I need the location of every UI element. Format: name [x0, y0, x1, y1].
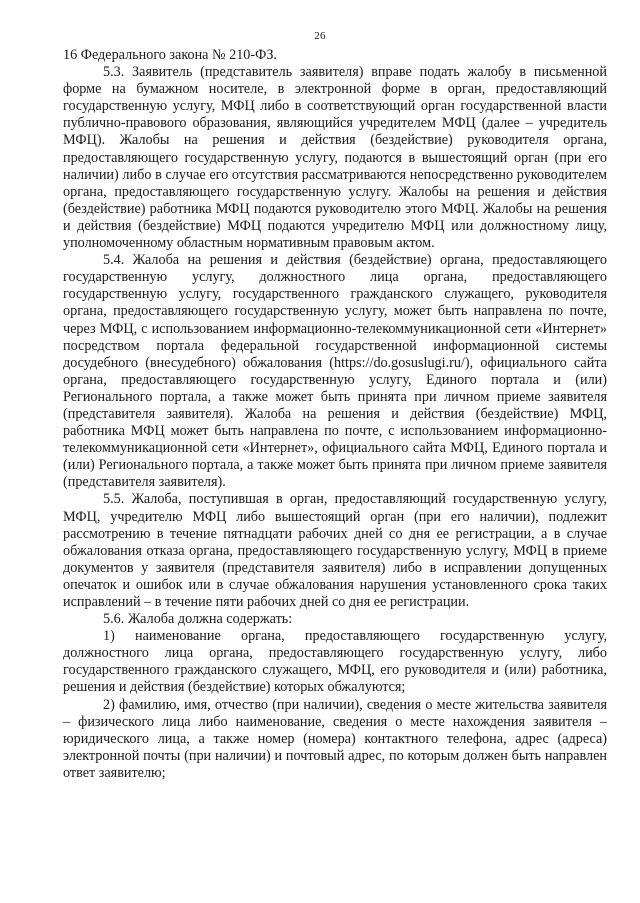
paragraph-item-2: 2) фамилию, имя, отчество (при наличии), сведения о месте жительства заявителя – физического лица либо наименование, сведения о месте нахождения заявителя – юридического лица, а также номер (номера) контактного телефона, адрес (адреса) электронной почты (при наличии) и почтовый адрес, по которым должен быть направлен ответ заявителю; [63, 696, 607, 781]
document-body [63, 47, 607, 782]
paragraph-item-1: 1) наименование органа, предоставляющего государственную услугу, должностного лица органа, предоставляющего государственную услугу, либо государственного гражданского служащего, МФЦ, его руководителя и (или) работника, решения и действия (бездействие) которых обжалуются; [63, 628, 607, 696]
paragraph-law-reference: 16 Федерального закона № 210-ФЗ. [63, 47, 277, 63]
paragraph-5-6: 5.6. Жалоба должна содержать: [103, 611, 293, 628]
paragraph-5-5: 5.5. Жалоба, поступившая в орган, предоставляющий государственную услугу, МФЦ, учредителю МФЦ либо вышестоящий орган (при его наличии), подлежит рассмотрению в течение пятнадцати рабочих дней со дня ее регистрации, а в случае обжалования отказа органа, предоставляющего государственную услугу, МФЦ в приеме документов у заявителя (представителя заявителя) либо в исправлении допущенных опечаток и ошибок или в случае обжалования нарушения установленного срока таких исправлений – в течение пяти рабочих дней со дня ее регистрации. [63, 491, 607, 610]
paragraph-5-4: 5.4. Жалоба на решения и действия (бездействие) органа, предоставляющего государственную услугу, должностного лица органа, предоставляющего государственную услугу, государственного гражданского служащего, руководителя органа, предоставляющего государственную услугу, может быть направлена по почте, через МФЦ, с использованием информационно-телекоммуникационной сети «Интернет» посредством портала федеральной государственной информационной системы досудебного (внесудебного) обжалования (https://do.gosuslugi.ru/), официального сайта органа, предоставляющего государственную услугу, Единого портала и (или) Регионального портала, а также может быть принята при личном приеме заявителя (представителя заявителя). Жалоба на решения и действия (бездействие) МФЦ, работника МФЦ может быть направлена по почте, с использованием информационно-телекоммуникационной сети «Интернет», официального сайта МФЦ, Единого портала и (или) Регионального портала, а также может быть принята при личном приеме заявителя (представителя заявителя). [63, 252, 607, 491]
page-number: 26 [314, 30, 326, 42]
paragraph-5-3: 5.3. Заявитель (представитель заявителя) вправе подать жалобу в письменной форме на бумажном носителе, в электронной форме в орган, предоставляющий государственную услугу, МФЦ либо в соответствующий орган государственной власти публично-правового образования, являющийся учредителем МФЦ (далее – учредитель МФЦ). Жалобы на решения и действия (бездействие) руководителя органа, предоставляющего государственную услугу, подаются в вышестоящий орган (при его наличии) либо в случае его отсутствия рассматриваются непосредственно руководителем органа, предоставляющего государственную услугу. Жалобы на решения и действия (бездействие) работника МФЦ подаются руководителю этого МФЦ. Жалобы на решения и действия (бездействие) МФЦ подаются учредителю МФЦ или должностному лицу, уполномоченному областным нормативным правовым актом. [63, 64, 607, 252]
